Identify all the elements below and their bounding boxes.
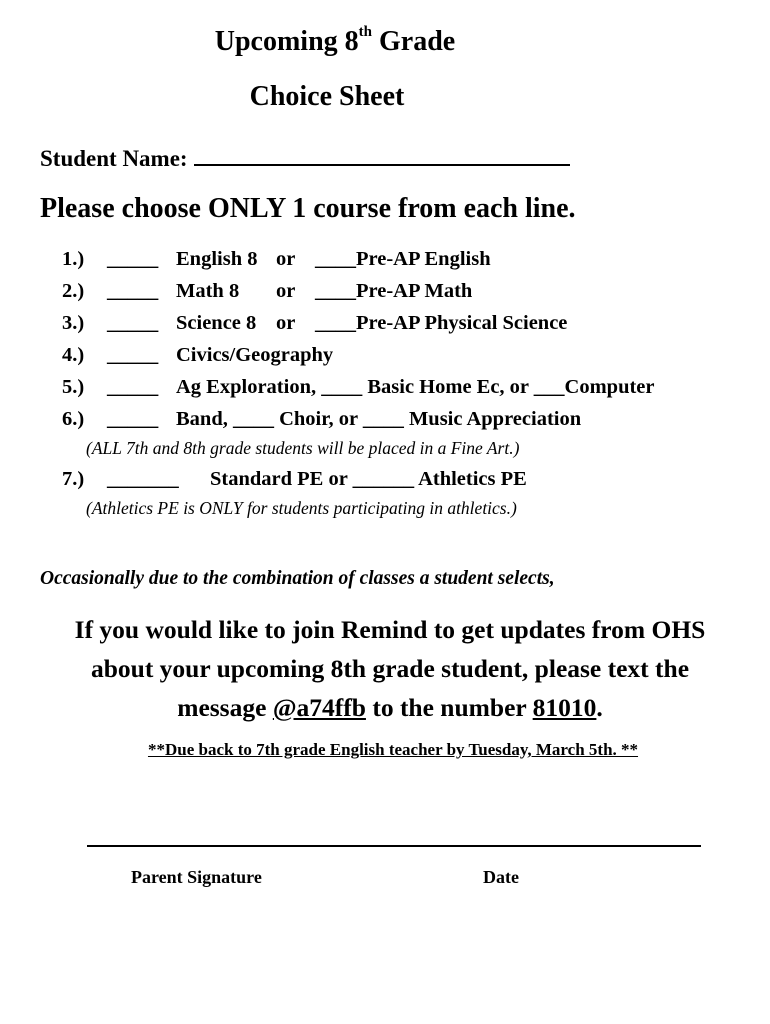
page-title: Upcoming 8th Grade	[214, 23, 456, 57]
remind-code: @a74ffb	[272, 693, 366, 722]
choice-blank[interactable]: _____	[107, 248, 159, 270]
student-name-label: Student Name:	[40, 146, 188, 171]
choice-blank[interactable]: _____	[107, 376, 159, 398]
date-label: Date	[483, 867, 519, 887]
remind-instructions: If you would like to join Remind to get updates from OHS about your upcoming 8th grade student, please text the message @a74ffb to the number 81010.	[74, 615, 706, 722]
remind-number: 81010	[532, 693, 597, 722]
student-name-field	[40, 142, 570, 172]
choice-blank[interactable]: _____	[107, 312, 159, 334]
instruction-heading: Please choose ONLY 1 course from each line.	[40, 193, 576, 224]
parent-signature-label: Parent Signature	[131, 867, 262, 887]
due-date-notice: **Due back to 7th grade English teacher by Tuesday, March 5th. **	[147, 740, 639, 759]
signature-line[interactable]	[87, 845, 701, 847]
choice-blank[interactable]: _______	[107, 468, 179, 490]
choice-blank[interactable]: _____	[107, 280, 159, 302]
page-subtitle: Choice Sheet	[249, 81, 405, 112]
athletics-note: (Athletics PE is ONLY for students participating in athletics.)	[86, 498, 517, 518]
choice-blank[interactable]: _____	[107, 408, 159, 430]
choice-blank[interactable]: _____	[107, 344, 159, 366]
student-name-line[interactable]	[194, 142, 570, 166]
occasionally-note: Occasionally due to the combination of classes a student selects,	[40, 568, 555, 589]
fine-art-note: (ALL 7th and 8th grade students will be placed in a Fine Art.)	[86, 438, 520, 458]
title-superscript: th	[358, 23, 373, 40]
